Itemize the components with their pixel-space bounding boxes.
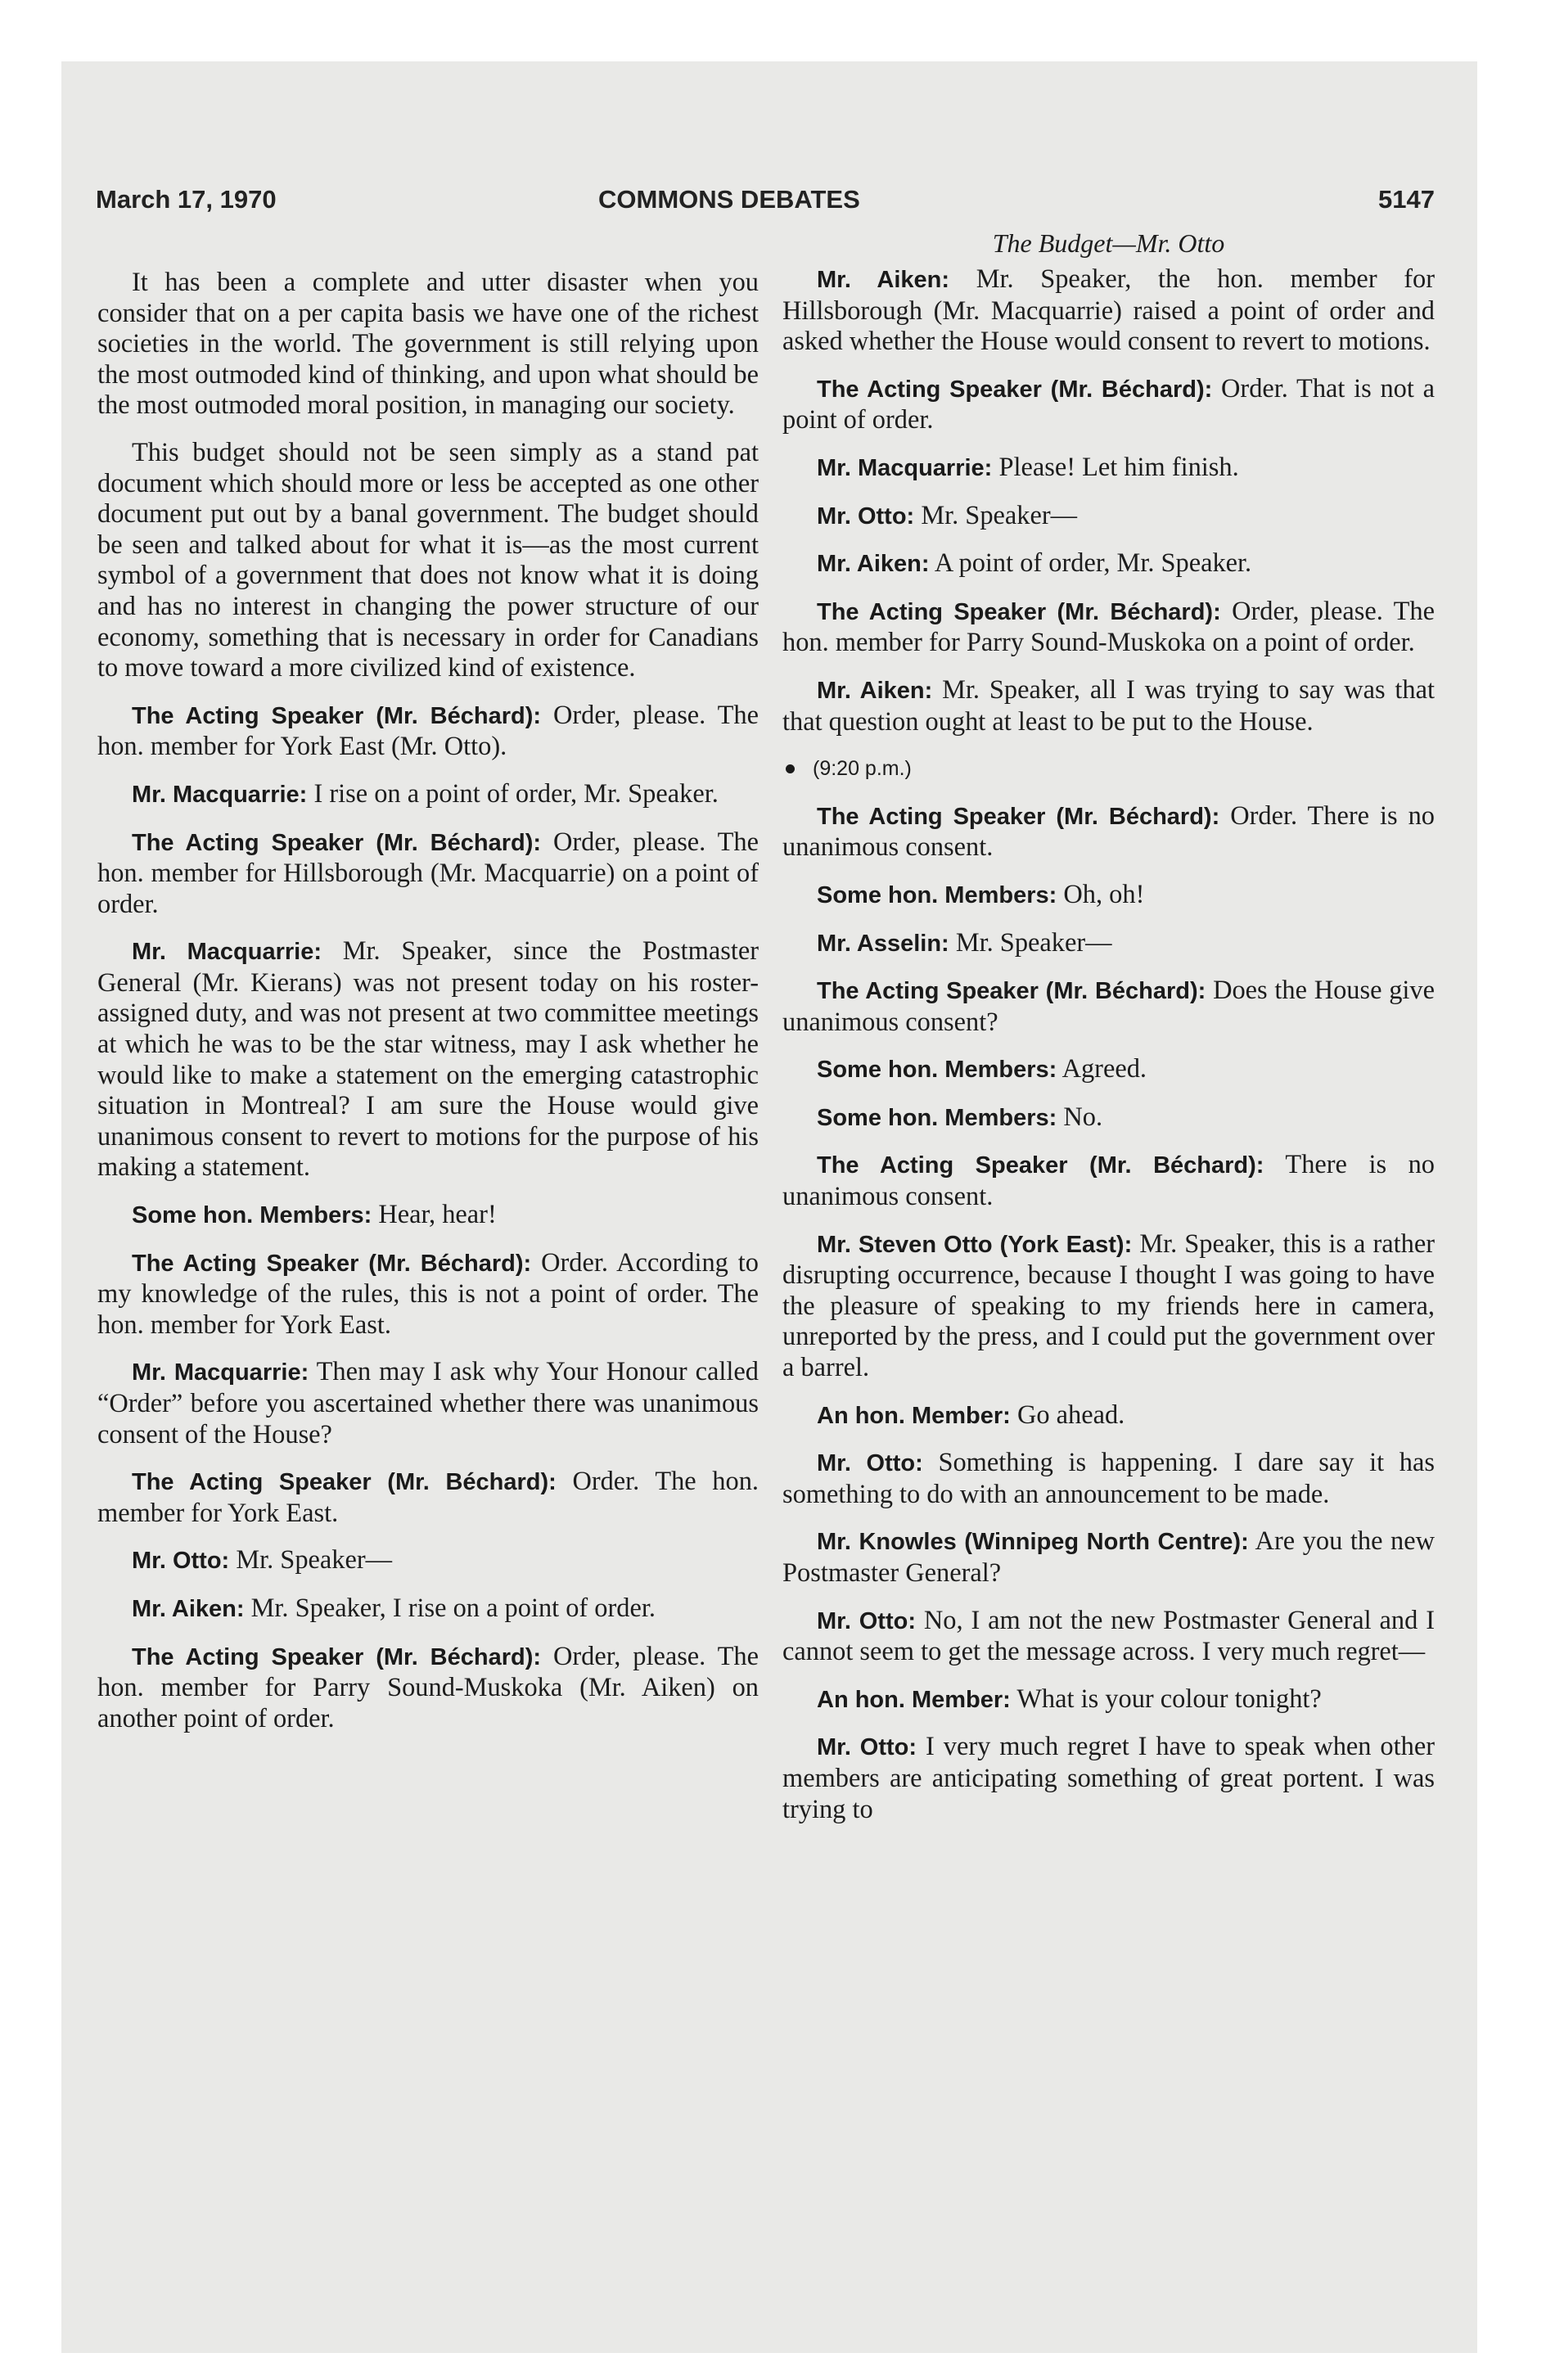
speaker-name: The Acting Speaker (Mr. Béchard): [817,978,1206,1005]
speech-text: Order. That is not a point of order. [782,373,1435,435]
speech-text: No, I am not the new Postmaster General and I cannot seem to get the message across. I very much regret— [782,1605,1435,1667]
speech [782,453,1435,485]
speaker-name: Mr. Aiken: [817,551,930,578]
speech-text: Order, please. The hon. member for York East (Mr. Otto). [97,700,759,762]
running-head: The Budget—Mr. Otto [992,228,1225,258]
speech [97,1200,759,1232]
speech-text: Something is happening. I dare say it has something to do with an announcement to be made. [782,1448,1435,1509]
speech-text: Mr. Speaker, I rise on a point of order. [250,1593,656,1623]
speaker-name: An hon. Member: [817,1402,1011,1429]
speech [782,374,1435,436]
speech [782,548,1435,580]
paragraph: This budget should not be seen simply as a stand pat document which should more or less be accepted as one other document put out by a banal government. The budget should be seen and talked about for what it is—as the most current symbol of a government that does not know what it is doing and has no interest in changing the power structure of our economy, something that is necessary in order for Canadians to move toward a more civilized kind of existence. [97,437,759,683]
speech [97,1467,759,1529]
speech-text: Order. The hon. member for York East. [97,1467,759,1528]
speech [782,1150,1435,1212]
speech-text: I very much regret I have to speak when other members are anticipating something of great portent. I was trying to [782,1732,1435,1824]
header-date: March 17, 1970 [96,185,277,214]
speech [782,1102,1435,1134]
speaker-name: An hon. Member: [817,1686,1011,1713]
speaker-name: The Acting Speaker (Mr. Béchard): [817,803,1220,830]
speaker-name: Mr. Macquarrie: [132,781,308,808]
speech [97,1357,759,1450]
speaker-name: Mr. Otto: [817,1450,923,1477]
speech [782,1606,1435,1668]
speech [782,1229,1435,1384]
speech-text: Mr. Speaker— [955,927,1112,958]
speaker-name: Mr. Macquarrie: [132,939,322,966]
speech [97,701,759,763]
speech [97,936,759,1183]
speaker-name: Some hon. Members: [817,881,1057,908]
speech-text: Mr. Speaker, since the Postmaster General (Mr. Kierans) was not present today on his roster-assigned duty, and was not present at two committee meetings at which he was to be the star witness, may I ask whether he would like to make a statement on the emerging catastrophic situation in Montreal? I am sure the House would give unanimous consent to revert to motions for the purpose of his making a statement. [97,936,759,1183]
speaker-name: Mr. Otto: [817,503,915,530]
speech-text: Order, please. The hon. member for Hillsborough (Mr. Macquarrie) on a point of order. [97,827,759,919]
speech-text: Mr. Speaker, all I was trying to say was that that question ought at least to be put to the House. [782,674,1435,737]
speech-text: Agreed. [1061,1054,1147,1084]
speech [782,501,1435,533]
speaker-name: Mr. Macquarrie: [132,1359,309,1386]
speaker-name: Mr. Otto: [817,1734,917,1761]
speaker-name: The Acting Speaker (Mr. Béchard): [817,1152,1264,1179]
speech-text: There is no unanimous consent. [782,1150,1435,1212]
speaker-name: The Acting Speaker (Mr. Béchard): [132,829,542,856]
speaker-name: The Acting Speaker (Mr. Béchard): [132,1250,532,1277]
speaker-name: Mr. Aiken: [817,267,950,293]
speaker-name: The Acting Speaker (Mr. Béchard): [817,598,1221,625]
speech-text: Please! Let him finish. [998,452,1239,482]
speech [782,264,1435,358]
speech-text: Are you the new Postmaster General? [782,1526,1436,1588]
speech [782,1684,1435,1716]
speech [97,1248,759,1341]
speech-text: Hear, hear! [378,1200,497,1230]
speech [782,976,1435,1038]
header-publication: COMMONS DEBATES [598,185,860,214]
speech-text: Go ahead. [1016,1400,1125,1430]
speech [97,1593,759,1625]
speech-text: Oh, oh! [1063,879,1145,909]
speech [782,801,1435,863]
speaker-name: Some hon. Members: [817,1057,1057,1084]
speaker-name: Some hon. Members: [817,1104,1057,1131]
speech-text: Mr. Speaker— [236,1545,393,1575]
speaker-name: Mr. Otto: [132,1548,230,1575]
speech-text: A point of order, Mr. Speaker. [934,548,1252,579]
speaker-name: Mr. Knowles (Winnipeg North Centre): [817,1529,1249,1556]
speaker-name: The Acting Speaker (Mr. Béchard): [132,702,542,729]
speech-text: Mr. Speaker— [921,500,1078,530]
speech-text: Order. There is no unanimous consent. [782,800,1435,863]
speaker-name: Mr. Macquarrie: [817,454,993,481]
speech [97,1545,759,1577]
speech-text: Order, please. The hon. member for Parry Sound-Muskoka (Mr. Aiken) on another point of order. [97,1641,759,1733]
speaker-name: Mr. Otto: [817,1607,916,1634]
page-header [96,185,1435,226]
speech-text: I rise on a point of order, Mr. Speaker. [313,778,719,809]
speech-text: Mr. Speaker, the hon. member for Hillsborough (Mr. Macquarrie) raised a point of order and asked whether the House would consent to revert to motions. [782,264,1435,357]
speech-text: Order. According to my knowledge of the rules, this is not a point of order. The hon. member for York East. [97,1247,759,1340]
speaker-name: Mr. Aiken: [132,1595,245,1622]
speaker-name: Mr. Steven Otto (York East): [817,1231,1133,1258]
speech [782,1400,1435,1432]
bullet-icon [786,764,795,773]
speech [97,1642,759,1735]
speech-text: No. [1063,1102,1103,1132]
speech-text: Then may I ask why Your Honour called “Order” before you ascertained whether there was unanimous consent of the House? [97,1357,759,1449]
paragraph: It has been a complete and utter disaster when you consider that on a per capita basis we have one of the richest societies in the world. The government is still relying upon the most outmoded kind of thinking, and upon what should be the most outmoded moral position, in managing our society. [97,268,759,421]
speech [97,827,759,921]
speaker-name: Some hon. Members: [132,1202,372,1229]
speaker-name: The Acting Speaker (Mr. Béchard): [132,1469,557,1496]
speaker-name: The Acting Speaker (Mr. Béchard): [132,1643,542,1670]
speech [782,597,1435,659]
speaker-name: The Acting Speaker (Mr. Béchard): [817,376,1213,403]
speech [782,1732,1435,1825]
speech-text: Does the House give unanimous consent? [782,976,1435,1037]
speaker-name: Mr. Aiken: [817,677,933,704]
speaker-name: Mr. Asselin: [817,930,949,957]
speech [782,675,1435,737]
left-column [97,268,759,1751]
speech-text: What is your colour tonight? [1016,1684,1322,1714]
time-stamp: (9:20 p.m.) [782,754,1435,785]
speech [782,880,1435,912]
speech [97,779,759,811]
header-page-number: 5147 [1378,185,1435,214]
speech [782,1054,1435,1086]
speech [782,928,1435,960]
speech [782,1526,1435,1589]
right-column [782,228,1435,1841]
speech-text: Order, please. The hon. member for Parry Sound-Muskoka on a point of order. [782,596,1435,658]
speech-text: Mr. Speaker, this is a rather disrupting occurrence, because I thought I was going to have the pleasure of speaking to my friends here in camera, unreported by the press, and I could put the government over a barrel. [782,1228,1435,1383]
speech [782,1448,1435,1510]
